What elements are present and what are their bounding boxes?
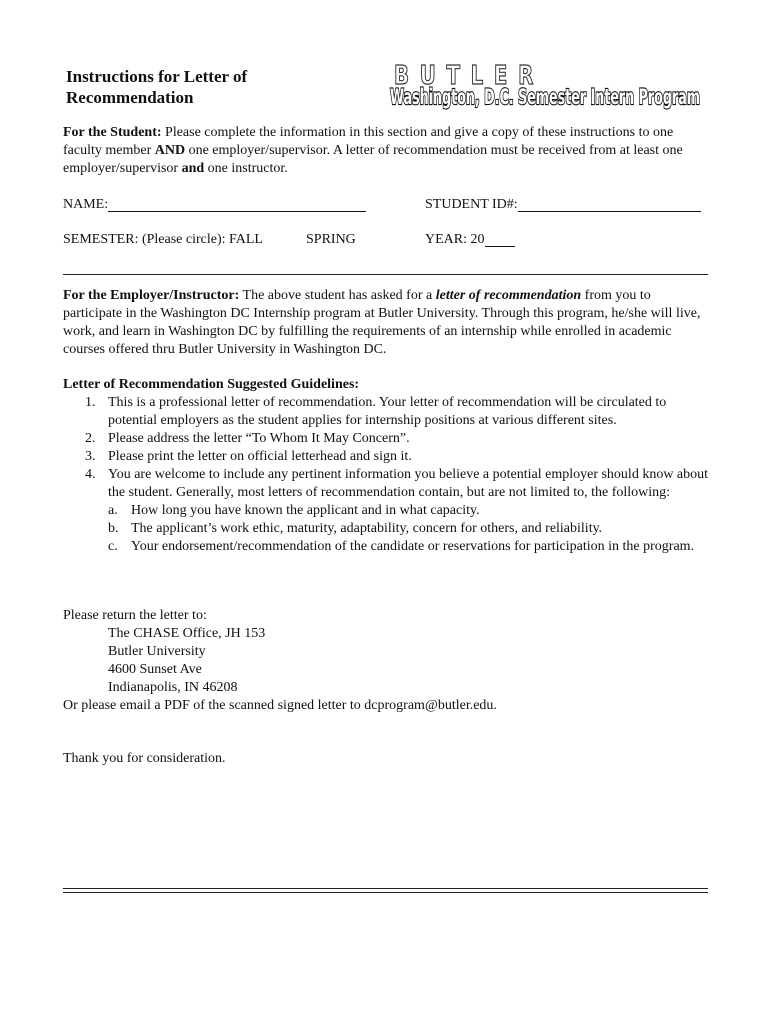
student-and-1: AND (154, 143, 186, 158)
student-lead: For the Student: (63, 125, 162, 140)
name-field[interactable] (63, 197, 108, 213)
guideline-item (63, 394, 713, 430)
guideline-number: 2. (85, 431, 96, 446)
email-instruction: Or please email a PDF of the scanned signed letter to dcprogram@butler.edu. (63, 698, 497, 713)
year-blank[interactable] (485, 232, 515, 247)
spring-option[interactable]: SPRING (306, 232, 356, 247)
guideline-text: Please address the letter “To Whom It May Concern”. (108, 431, 410, 446)
section-divider (63, 274, 708, 275)
guideline-number: 4. (85, 467, 96, 482)
guideline-number: 3. (85, 449, 96, 464)
guidelines-heading: Letter of Recommendation Suggested Guidelines: (63, 377, 360, 392)
guideline-subitem (63, 538, 713, 556)
address-line: The CHASE Office, JH 153 (108, 626, 266, 641)
employer-lead: For the Employer/Instructor: (63, 288, 240, 303)
subitem-letter: b. (108, 521, 119, 536)
footer-divider (63, 888, 708, 893)
guideline-subitem (63, 502, 713, 520)
address-line: Butler University (108, 644, 206, 659)
semester-label: SEMESTER: (Please circle): FALL (63, 232, 263, 247)
guideline-subitem (63, 520, 713, 538)
address-line: 4600 Sunset Ave (108, 662, 202, 677)
employer-text-1: The above student has asked for a (239, 288, 436, 303)
title-line-1: Instructions for Letter of (66, 67, 248, 86)
employer-instructions (63, 287, 713, 359)
semester-row (63, 232, 713, 250)
student-instructions (63, 124, 713, 178)
closing-text: Thank you for consideration. (63, 751, 226, 766)
student-text-3: one instructor. (204, 161, 288, 176)
subitem-text: The applicant’s work ethic, maturity, adaptability, concern for others, and reliability. (131, 521, 603, 536)
student-id-label: STUDENT ID#: (425, 197, 518, 212)
guideline-number: 1. (85, 395, 96, 410)
name-blank[interactable] (108, 197, 366, 212)
guideline-text: Please print the letter on official letterhead and sign it. (108, 449, 412, 464)
subitem-letter: c. (108, 539, 118, 554)
guidelines-section (63, 376, 713, 556)
student-and-2: and (181, 161, 205, 176)
logo-butler-text: BUTLER (394, 62, 544, 91)
return-section (63, 607, 713, 715)
student-id-field[interactable] (425, 197, 518, 213)
guideline-item (63, 466, 713, 502)
title-line-2: Recommendation (66, 88, 194, 107)
employer-emphasis: letter of recommendation (435, 288, 582, 303)
guideline-text: You are welcome to include any pertinent information you believe a potential employer should know about the student. Generally, most letters of recommendation contain, but are not limited to, the following: (108, 467, 709, 500)
guideline-text: This is a professional letter of recommendation. Your letter of recommendation will be circulated to potential employers as the student applies for internship positions at various different sites. (108, 395, 667, 428)
student-text-1: Please complete the information in this section and give a copy of these instructions to one faculty member (63, 125, 674, 158)
year-field[interactable] (425, 232, 485, 248)
document-title (66, 66, 336, 108)
name-label: NAME: (63, 197, 109, 212)
student-id-blank[interactable] (518, 197, 701, 212)
guideline-item (63, 430, 713, 448)
subitem-letter: a. (108, 503, 118, 518)
student-text-2: one employer/supervisor. A letter of recommendation must be received from at least one employer/supervisor (63, 143, 683, 176)
guideline-item (63, 448, 713, 466)
employer-text-2: from you to participate in the Washington DC Internship program at Butler University. Through this program, he/she will live, work, and learn in Washington DC by fulfilling the requirements of an internship while enrolled in academic courses offered thru Butler University in Washington DC. (63, 288, 701, 357)
address-line: Indianapolis, IN 46208 (108, 680, 238, 695)
program-logo (386, 62, 706, 110)
logo-program-text: Washington, D.C. Semester Intern Program (390, 85, 700, 109)
subitem-text: How long you have known the applicant and in what capacity. (131, 503, 480, 518)
year-label: YEAR: 20 (425, 232, 485, 247)
name-id-row (63, 197, 713, 215)
return-intro: Please return the letter to: (63, 608, 207, 623)
subitem-text: Your endorsement/recommendation of the candidate or reservations for participation in the program. (131, 539, 695, 554)
